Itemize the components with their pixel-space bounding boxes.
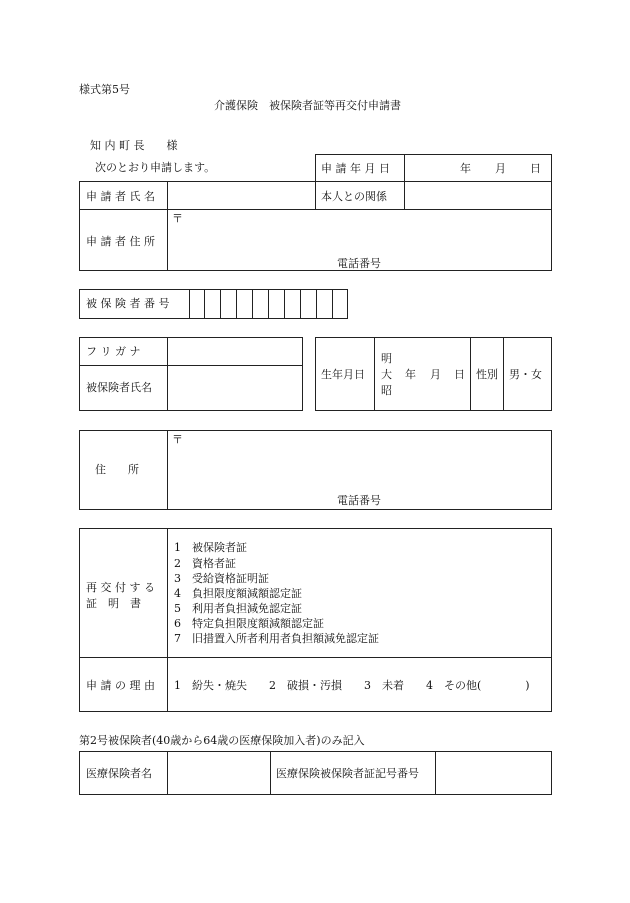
- gender-selector[interactable]: 男・女: [509, 368, 542, 381]
- birth-day: 日: [454, 368, 465, 381]
- birthdate-label: 生年月日: [321, 368, 365, 381]
- furigana-label: フ リ ガ ナ: [86, 345, 141, 358]
- insured-number-field[interactable]: [190, 290, 347, 318]
- birth-year: 年: [405, 368, 416, 381]
- certificate-option[interactable]: 5 利用者負担減免認定証: [174, 602, 302, 615]
- certificate-option[interactable]: 6 特定負担限度額減額認定証: [174, 617, 324, 630]
- application-date-label: 申 請 年 月 日: [321, 162, 390, 175]
- form-title: 介護保険 被保険者証等再交付申請書: [214, 99, 401, 112]
- applicant-phone-label: 電話番号: [337, 257, 381, 270]
- era-showa: 昭: [381, 384, 392, 397]
- certificate-option[interactable]: 4 負担限度額減額認定証: [174, 587, 302, 600]
- address-label: 住 所: [95, 463, 139, 476]
- insurer-label: 医療保険者名: [86, 767, 152, 780]
- applicant-postal-mark: 〒: [172, 212, 183, 225]
- secondary-insured-note: 第2号被保険者(40歳から64歳の医療保険加入者)のみ記入: [79, 734, 365, 747]
- reissue-label-line2: 証 明 書: [86, 597, 141, 610]
- furigana-field[interactable]: [169, 339, 301, 363]
- postal-mark: 〒: [172, 433, 183, 446]
- date-year: 年: [460, 162, 471, 175]
- addressee: 知 内 町 長 様: [90, 139, 178, 152]
- reason-label: 申 請 の 理 由: [86, 679, 155, 692]
- applicant-address-field[interactable]: [169, 225, 550, 255]
- applicant-name-field[interactable]: [169, 183, 313, 207]
- reason-options[interactable]: 1 紛失・焼失 2 破損・汚損 3 未着 4 その他( ): [174, 679, 530, 692]
- phone-label: 電話番号: [337, 494, 381, 507]
- form-number: 様式第5号: [79, 83, 130, 96]
- insured-name-label: 被保険者氏名: [86, 381, 152, 394]
- certificate-option[interactable]: 7 旧措置入所者利用者負担額減免認定証: [174, 632, 379, 645]
- birth-month: 月: [430, 368, 441, 381]
- certificate-option[interactable]: 1 被保険者証: [174, 541, 247, 554]
- certificate-option[interactable]: 2 資格者証: [174, 557, 236, 570]
- address-field[interactable]: [169, 448, 550, 488]
- date-month: 月: [495, 162, 506, 175]
- insured-number-label: 被 保 険 者 番 号: [86, 297, 170, 310]
- applicant-name-label: 申 請 者 氏 名: [86, 190, 155, 203]
- insurer-number-field[interactable]: [437, 753, 550, 793]
- applicant-address-label: 申 請 者 住 所: [86, 235, 155, 248]
- birthdate-field[interactable]: [376, 339, 468, 409]
- date-day: 日: [530, 162, 541, 175]
- gender-label: 性別: [476, 368, 498, 381]
- relationship-label: 本人との関係: [321, 190, 387, 203]
- certificate-option[interactable]: 3 受給資格証明証: [174, 572, 269, 585]
- era-meiji: 明: [381, 352, 392, 365]
- era-taisho: 大: [381, 368, 392, 381]
- insurer-number-label: 医療保険被保険者証記号番号: [276, 767, 419, 780]
- intro-text: 次のとおり申請します。: [95, 161, 216, 174]
- insured-name-field[interactable]: [169, 367, 301, 409]
- insurer-field[interactable]: [169, 753, 268, 793]
- application-date-field[interactable]: [406, 156, 550, 180]
- reissue-label-line1: 再 交 付 す る: [86, 581, 155, 594]
- relationship-field[interactable]: [406, 183, 550, 207]
